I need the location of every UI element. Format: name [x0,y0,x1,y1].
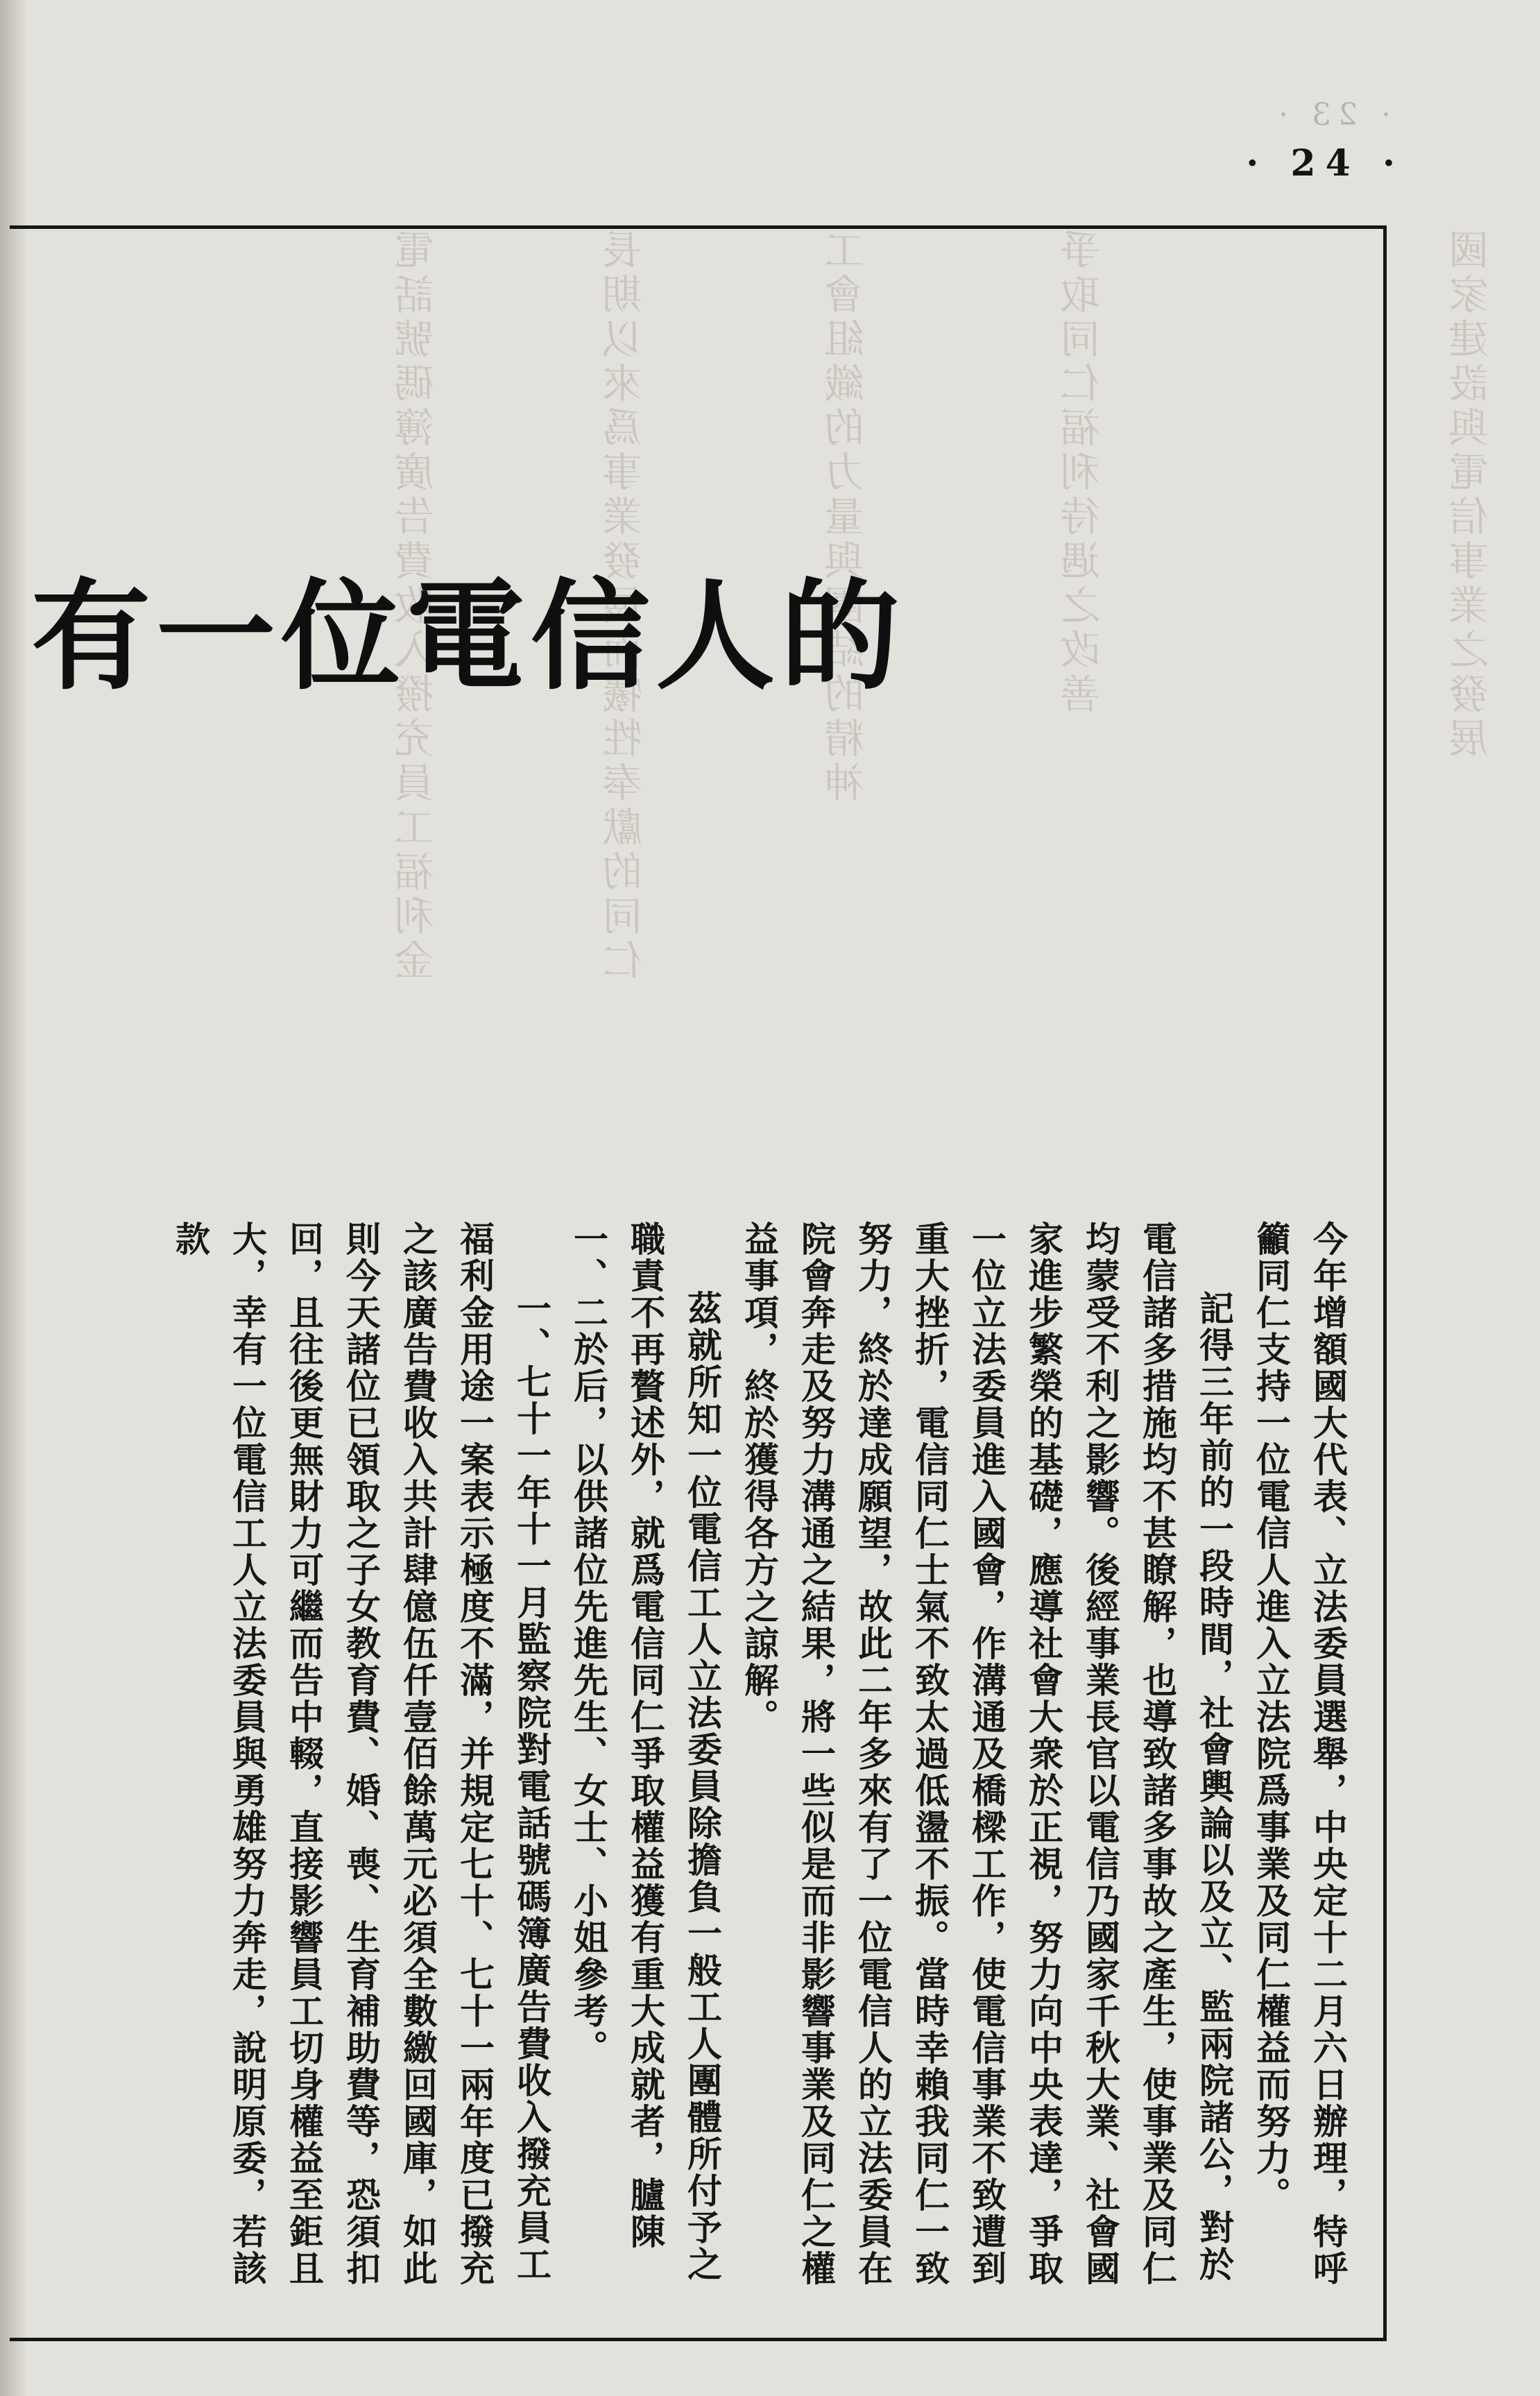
paragraph-item-one: 一、七十一年十一月監察院對電話號碼簿廣告費收入撥充員工福利金用途一案表示極度不滿，并規定七十、七十一兩年度已撥充之該廣告費收入共計肆億伍仟壹佰餘萬元必須全數繳回國庫，如此則今天諸位已領取之子女教育費、婚、喪、生育補助費等，恐須扣回，且往後更無財力可繼而告中輟，直接影響員工切身權益至鉅且大，幸有一位電信工人立法委員與勇雄努力奔走，說明原委，若該款 [170,1221,552,2287]
paragraph-purpose: 茲就所知一位電信工人立法委員除擔負一般工人團體所付予之職責不再贅述外，就爲電信同仁爭取權益獲有重大成就者，臚陳一、二於后，以供諸位先進先生、女士、小姐參考。 [568,1221,723,2283]
page-number: · 24 · [1246,142,1405,185]
paragraph-intro: 今年增額國大代表、立法委員選舉，中央定十二月六日辦理，特呼籲同仁支持一位電信人進入立法院爲事業及同仁權益而努力。 [1251,1221,1349,2287]
article-headline: 有一位電信人的 [31,565,905,706]
bleed-through-text: 電話號碼簿廣告費收入撥充員工福利金 [394,229,441,984]
bleed-through-text: 國家建設與電信事業之發展 [1448,229,1496,762]
bleed-through-text: 長期以來爲事業發展而犧牲奉獻的同仁 [602,229,649,984]
bleed-through-text: 爭取同仁福利待遇之改善 [1060,229,1107,717]
bleed-through-text: 工會組織的力量與團結的精神 [824,229,871,806]
paragraph-background: 記得三年前的一段時間，社會輿論以及立、監兩院諸公，對於電信諸多措施均不甚瞭解，也導致諸多事故之產生，使事業及同仁均蒙受不利之影響。後經事業長官以電信乃國家千秋大業、社會國家進步繁榮的基礎，應導社會大衆於正視，努力向中央表達，爭取一位立法委員進入國會，作溝通及橋樑工作，使電信事業不致遭到重大挫折，電信同仁士氣不致太過低盪不振。當時幸賴我同仁一致努力，終於達成願望，故此二年多來有了一位電信人的立法委員在院會奔走及努力溝通之結果，將一些似是而非影響事業及同仁之權益事項，終於獲得各方之諒解。 [739,1221,1235,2287]
article-body [170,1221,1356,2303]
ghost-page-number: · 23 · [1272,97,1391,132]
